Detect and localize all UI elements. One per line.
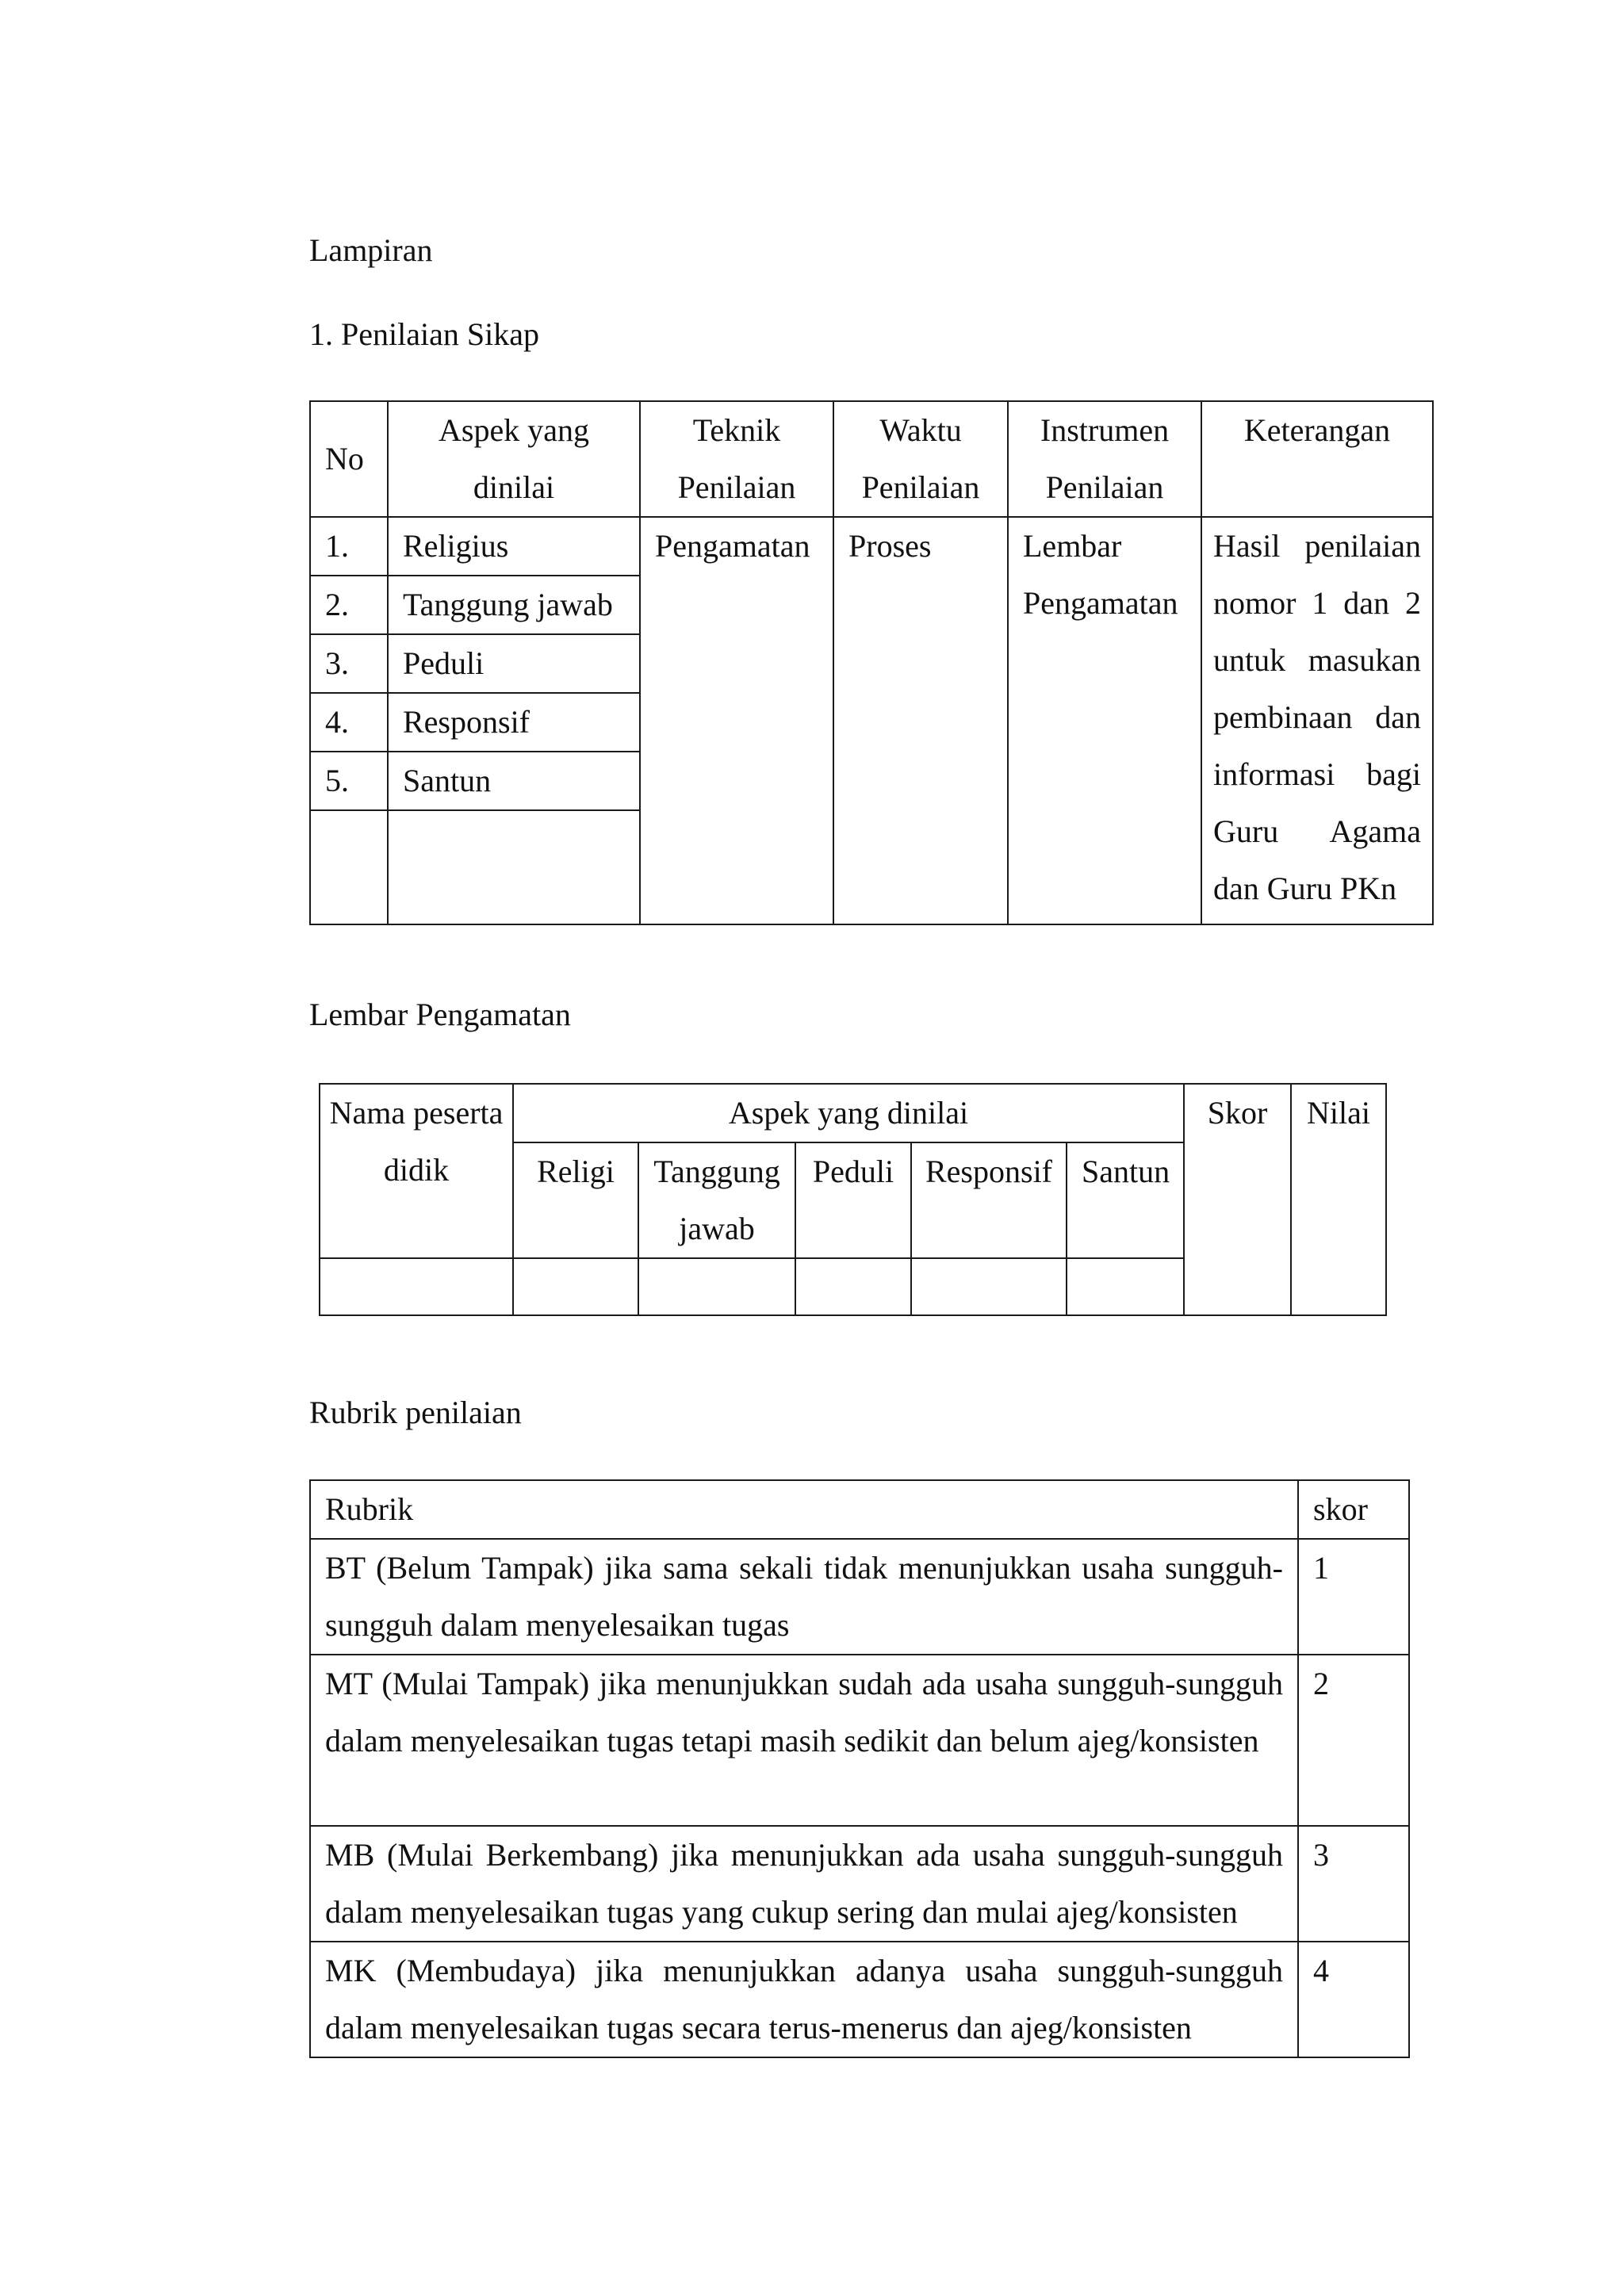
table-row	[310, 1655, 1409, 1826]
rubrik-text: MK (Membudaya) jika menunjukkan adanya usaha sungguh-sungguh dalam menyelesaikan tugas secara terus-menerus dan ajeg/konsisten	[310, 1942, 1298, 2057]
row-no: 2.	[310, 576, 388, 634]
header-skor: skor	[1298, 1480, 1409, 1539]
keterangan-line: nomor 1 dan 2	[1213, 585, 1421, 621]
empty-cell	[1067, 1258, 1184, 1315]
header-aspek-dinilai: Aspek yang dinilai	[513, 1084, 1184, 1142]
empty-cell	[320, 1258, 513, 1315]
header-nama-peserta: Nama peserta didik	[320, 1084, 513, 1258]
lembar-pengamatan-table	[319, 1083, 1387, 1316]
header-no: No	[310, 401, 388, 517]
empty-cell	[513, 1258, 638, 1315]
penilaian-sikap-table	[309, 400, 1434, 925]
row-no: 1.	[310, 517, 388, 576]
table-header-row	[320, 1084, 1386, 1142]
header-teknik: Teknik Penilaian	[640, 401, 833, 517]
header-waktu: Waktu Penilaian	[833, 401, 1008, 517]
subheader-responsif: Responsif	[911, 1142, 1067, 1258]
keterangan-line: dan Guru PKn	[1213, 871, 1397, 906]
rubrik-text: MT (Mulai Tampak) jika menunjukkan sudah ada usaha sungguh-sungguh dalam menyelesaikan tugas tetapi masih sedikit dan belum ajeg/konsisten	[310, 1655, 1298, 1826]
row-aspek: Santun	[388, 752, 640, 810]
header-rubrik: Rubrik	[310, 1480, 1298, 1539]
row-aspek: Responsif	[388, 693, 640, 752]
empty-cell	[795, 1258, 911, 1315]
rubrik-skor: 2	[1298, 1655, 1409, 1826]
heading-lembar-pengamatan: Lembar Pengamatan	[309, 997, 571, 1032]
row-no: 3.	[310, 634, 388, 693]
keterangan-line: Guru Agama	[1213, 813, 1421, 849]
rubrik-skor: 3	[1298, 1826, 1409, 1942]
keterangan-line: untuk masukan	[1213, 642, 1421, 678]
row-aspek: Tanggung jawab	[388, 576, 640, 634]
row-aspek: Religius	[388, 517, 640, 576]
rubrik-skor: 1	[1298, 1539, 1409, 1655]
table-row	[310, 1539, 1409, 1655]
rubrik-table	[309, 1479, 1410, 2058]
keterangan-value	[1201, 517, 1433, 924]
header-instrumen: Instrumen Penilaian	[1008, 401, 1201, 517]
keterangan-line: pembinaan dan	[1213, 699, 1421, 735]
empty-cell	[911, 1258, 1067, 1315]
header-nilai: Nilai	[1291, 1084, 1386, 1315]
instrumen-value: Lembar Pengamatan	[1008, 517, 1201, 924]
row-aspek: Peduli	[388, 634, 640, 693]
heading-penilaian-sikap: 1. Penilaian Sikap	[309, 316, 539, 352]
table-header-row	[310, 401, 1433, 517]
row-no: 5.	[310, 752, 388, 810]
rubrik-skor: 4	[1298, 1942, 1409, 2057]
rubrik-text: BT (Belum Tampak) jika sama sekali tidak menunjukkan usaha sungguh-sungguh dalam menyelesaikan tugas	[310, 1539, 1298, 1655]
subheader-santun: Santun	[1067, 1142, 1184, 1258]
table-header-row	[310, 1480, 1409, 1539]
header-keterangan: Keterangan	[1201, 401, 1433, 517]
header-aspek: Aspek yang dinilai	[388, 401, 640, 517]
empty-cell	[388, 810, 640, 924]
table-row	[310, 517, 1433, 576]
subheader-peduli: Peduli	[795, 1142, 911, 1258]
row-no: 4.	[310, 693, 388, 752]
subheader-religi: Religi	[513, 1142, 638, 1258]
keterangan-line: Hasil penilaian	[1213, 528, 1421, 564]
keterangan-line: informasi bagi	[1213, 756, 1421, 792]
header-skor: Skor	[1184, 1084, 1291, 1315]
rubrik-text: MB (Mulai Berkembang) jika menunjukkan ada usaha sungguh-sungguh dalam menyelesaikan tugas yang cukup sering dan mulai ajeg/konsisten	[310, 1826, 1298, 1942]
table-row	[310, 1942, 1409, 2057]
subheader-tanggung-jawab: Tanggung jawab	[638, 1142, 795, 1258]
teknik-value: Pengamatan	[640, 517, 833, 924]
heading-rubrik-penilaian: Rubrik penilaian	[309, 1395, 522, 1430]
empty-cell	[310, 810, 388, 924]
heading-lampiran: Lampiran	[309, 232, 433, 268]
waktu-value: Proses	[833, 517, 1008, 924]
empty-cell	[638, 1258, 795, 1315]
table-row	[310, 1826, 1409, 1942]
